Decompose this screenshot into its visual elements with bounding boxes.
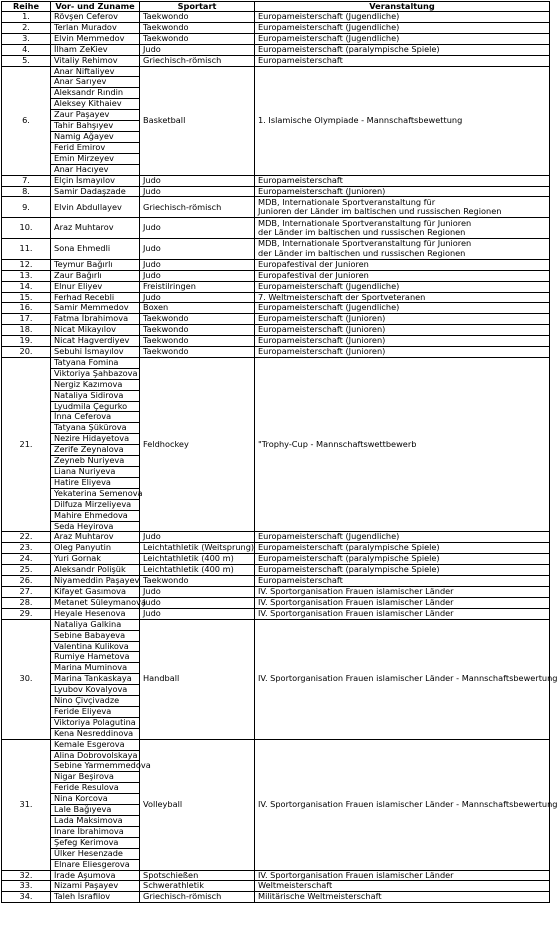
event-cell: [255, 608, 550, 619]
row-number: 2.: [2, 22, 51, 33]
event-line: IV. Sportorganisation Frauen islamischer Länder: [258, 869, 454, 880]
event-cell: [255, 303, 550, 314]
athlete-name: Namig Ağayev: [51, 131, 140, 142]
row-number: 18.: [2, 325, 51, 336]
table-row: [2, 55, 550, 66]
athlete-name: Aleksandr Polişük: [51, 565, 140, 576]
event-cell: [255, 239, 550, 260]
athlete-name: Aleksandr Rındin: [51, 88, 140, 99]
event-line: 7. Weltmeisterschaft der Sportveteranen: [258, 291, 426, 302]
header-veranstaltung: Veranstaltung: [255, 2, 550, 12]
row-number: 23.: [2, 543, 51, 554]
sport-cell: Leichtathletik (400 m): [140, 554, 255, 565]
athlete-name: Yuri Gornak: [51, 554, 140, 565]
athlete-name: Mahire Ehmedova: [51, 510, 140, 521]
sport-cell: Judo: [140, 186, 255, 197]
sport-cell: Taekwondo: [140, 347, 255, 358]
athlete-name: Hatire Eliyeva: [51, 477, 140, 488]
table-row: [2, 892, 550, 903]
athlete-name: Elnare Eliesgerova: [51, 859, 140, 870]
sport-cell: Griechisch-römisch: [140, 892, 255, 903]
event-line: Europameisterschaft (Junioren): [258, 335, 386, 346]
athlete-name: Zerife Zeynalova: [51, 445, 140, 456]
athlete-name: Kena Nesreddinova: [51, 728, 140, 739]
table-row: [2, 314, 550, 325]
row-number: 31.: [2, 739, 51, 870]
athlete-name: Nataliya Galkina: [51, 619, 140, 630]
athlete-name: Seda Heyirova: [51, 521, 140, 532]
athlete-name: Sebuhi İsmayılov: [51, 347, 140, 358]
event-cell: [255, 292, 550, 303]
row-number: 5.: [2, 55, 51, 66]
athlete-name: Tahir Bahşıyev: [51, 121, 140, 132]
event-line: Europameisterschaft (Jugendliche): [258, 302, 400, 313]
sport-cell: Basketball: [140, 66, 255, 175]
athlete-name: Anar Hacıyev: [51, 164, 140, 175]
athlete-name: Metanet Süleymanova: [51, 597, 140, 608]
event-line: Weltmeisterschaft: [258, 880, 333, 891]
athlete-name: Marina Muminova: [51, 663, 140, 674]
sport-cell: Feldhockey: [140, 357, 255, 532]
table-row: [2, 325, 550, 336]
event-cell: [255, 314, 550, 325]
table-row: [2, 239, 550, 260]
athlete-name: Lada Maksimova: [51, 816, 140, 827]
header-reihe: Reihe: [2, 2, 51, 12]
event-line: Europameisterschaft (paralympische Spiele): [258, 542, 440, 553]
athlete-name: Elvin Memmedov: [51, 33, 140, 44]
table-row: [2, 739, 550, 750]
event-line: MDB, Internationale Sportveranstaltung für Junioren: [258, 217, 472, 228]
sport-cell: Schwerathletik: [140, 881, 255, 892]
event-line: Europameisterschaft (Jugendliche): [258, 32, 400, 43]
table-body: [2, 11, 557, 903]
athlete-name: Oleg Panyutin: [51, 543, 140, 554]
row-number: 22.: [2, 532, 51, 543]
event-line: Europameisterschaft (Junioren): [258, 346, 386, 357]
athlete-name: Araz Muhtarov: [51, 218, 140, 239]
event-cell: [255, 586, 550, 597]
event-cell: [255, 270, 550, 281]
athlete-name: Nizami Paşayev: [51, 881, 140, 892]
sport-cell: Judo: [140, 292, 255, 303]
event-line: Europameisterschaft (Junioren): [258, 324, 386, 335]
athlete-name: Vitaliy Rehimov: [51, 55, 140, 66]
athlete-name: Aleksey Kithaiev: [51, 99, 140, 110]
table-row: [2, 565, 550, 576]
header-name: Vor- und Zuname: [51, 2, 140, 12]
athlete-name: Sebine Yarmemmedova: [51, 761, 140, 772]
athlete-name: Feride Eliyeva: [51, 706, 140, 717]
sport-cell: Judo: [140, 586, 255, 597]
sport-cell: Judo: [140, 532, 255, 543]
athlete-name: Kemale Esgerova: [51, 739, 140, 750]
event-cell: [255, 197, 550, 218]
athlete-name: Rumiye Hametova: [51, 652, 140, 663]
sport-cell: Spotschießen: [140, 870, 255, 881]
sport-cell: Griechisch-römisch: [140, 197, 255, 218]
row-number: 28.: [2, 597, 51, 608]
event-cell: [255, 336, 550, 347]
event-line: Europameisterschaft: [258, 54, 343, 65]
event-cell: [255, 619, 557, 739]
event-line: IV. Sportorganisation Frauen islamischer Länder: [258, 596, 454, 607]
event-cell: [255, 892, 550, 903]
athlete-table: [1, 1, 557, 903]
event-line: Europafestival der Junioren: [258, 269, 369, 280]
table-row: [2, 218, 550, 239]
athlete-name: Terlan Muradov: [51, 22, 140, 33]
event-line: Europameisterschaft (Jugendliche): [258, 531, 400, 542]
row-number: 8.: [2, 186, 51, 197]
event-cell: [255, 175, 550, 186]
athlete-name: İnare İbrahimova: [51, 826, 140, 837]
sport-cell: Taekwondo: [140, 12, 255, 23]
athlete-name: Feride Resulova: [51, 783, 140, 794]
row-number: 1.: [2, 12, 51, 23]
event-cell: [255, 218, 550, 239]
athlete-name: Fatma İbrahimova: [51, 314, 140, 325]
athlete-name: Lyubov Kovalyova: [51, 685, 140, 696]
table-row: [2, 543, 550, 554]
athlete-name: Yekaterina Semenova: [51, 488, 140, 499]
athlete-name: Nicat Hagverdiyev: [51, 336, 140, 347]
table-row: [2, 44, 550, 55]
event-line: Europameisterschaft (paralympische Spiele): [258, 553, 440, 564]
row-number: 15.: [2, 292, 51, 303]
athlete-name: Valentina Kulikova: [51, 641, 140, 652]
sport-cell: Judo: [140, 175, 255, 186]
row-number: 26.: [2, 576, 51, 587]
event-line: Europameisterschaft (Jugendliche): [258, 21, 400, 32]
table-row: [2, 197, 550, 218]
row-number: 16.: [2, 303, 51, 314]
event-cell: [255, 55, 550, 66]
athlete-name: Alina Dobrovolskaya: [51, 750, 140, 761]
sport-cell: Volleyball: [140, 739, 255, 870]
sport-cell: Judo: [140, 270, 255, 281]
header-sportart: Sportart: [140, 2, 255, 12]
sport-cell: Taekwondo: [140, 22, 255, 33]
sport-cell: Judo: [140, 597, 255, 608]
sport-cell: Griechisch-römisch: [140, 55, 255, 66]
event-line: Europameisterschaft: [258, 575, 343, 586]
athlete-name: Viktoriya Polagutina: [51, 717, 140, 728]
event-cell: [255, 576, 550, 587]
table-header-row: [2, 2, 550, 12]
event-cell: [255, 543, 550, 554]
sport-cell: Taekwondo: [140, 576, 255, 587]
row-number: 4.: [2, 44, 51, 55]
athlete-name: Niyameddin Paşayev: [51, 576, 140, 587]
event-line: MDB, Internationale Sportveranstaltung für: [258, 196, 436, 207]
event-cell: [255, 347, 550, 358]
table-row: [2, 270, 550, 281]
athlete-name: Elvin Abdullayev: [51, 197, 140, 218]
event-line: IV. Sportorganisation Frauen islamischer Länder - Mannschaftsbewertung: [258, 673, 557, 684]
athlete-name: Ferhad Recebli: [51, 292, 140, 303]
athlete-name: Emin Mirzeyev: [51, 153, 140, 164]
athlete-name: İnna Ceferova: [51, 412, 140, 423]
event-line: IV. Sportorganisation Frauen islamischer Länder: [258, 607, 454, 618]
event-line: Europameisterschaft (Jugendliche): [258, 280, 400, 291]
sport-cell: Judo: [140, 259, 255, 270]
event-cell: [255, 597, 550, 608]
event-line: Europameisterschaft (Jugendliche): [258, 11, 400, 21]
sport-cell: Handball: [140, 619, 255, 739]
table-row: [2, 22, 550, 33]
athlete-name: İlham ZeKiev: [51, 44, 140, 55]
event-cell: [255, 259, 550, 270]
event-cell: [255, 186, 550, 197]
row-number: 20.: [2, 347, 51, 358]
athlete-name: Liana Nuriyeva: [51, 467, 140, 478]
row-number: 9.: [2, 197, 51, 218]
table-row: [2, 532, 550, 543]
athlete-name: Rövşen Ceferov: [51, 12, 140, 23]
athlete-name: Ülker Hesenzade: [51, 848, 140, 859]
event-line: IV. Sportorganisation Frauen islamischer Länder - Mannschaftsbewertung: [258, 798, 557, 809]
event-cell: [255, 22, 550, 33]
row-number: 7.: [2, 175, 51, 186]
event-cell: [255, 554, 550, 565]
row-number: 25.: [2, 565, 51, 576]
athlete-name: Teymur Bağırlı: [51, 259, 140, 270]
event-cell: [255, 739, 557, 870]
athlete-name: Nergiz Kazımova: [51, 379, 140, 390]
row-number: 21.: [2, 357, 51, 532]
event-cell: [255, 281, 550, 292]
event-cell: [255, 532, 550, 543]
athlete-name: Elnur Eliyev: [51, 281, 140, 292]
table-row: [2, 576, 550, 587]
sport-cell: Judo: [140, 608, 255, 619]
athlete-name: Lale Bağıyeva: [51, 805, 140, 816]
row-number: 24.: [2, 554, 51, 565]
event-line: Europameisterschaft (Junioren): [258, 185, 386, 196]
event-line: "Trophy-Cup - Mannschaftswettbewerb: [258, 438, 417, 449]
table-row: [2, 554, 550, 565]
event-line: der Länder im baltischen und russischen Regionen: [258, 227, 466, 238]
event-line: Europafestival der Junioren: [258, 258, 369, 269]
athlete-name: Tatyana Şükürova: [51, 423, 140, 434]
event-line: Europameisterschaft (paralympische Spiele): [258, 564, 440, 575]
event-line: der Länder im baltischen und russischen Regionen: [258, 247, 466, 258]
row-number: 14.: [2, 281, 51, 292]
event-cell: [255, 870, 550, 881]
athlete-name: Zaur Paşayev: [51, 110, 140, 121]
athlete-name: Nicat Mikayılov: [51, 325, 140, 336]
athlete-name: Kifayet Gasımova: [51, 586, 140, 597]
sport-cell: Boxen: [140, 303, 255, 314]
table-row: [2, 292, 550, 303]
sport-cell: Leichtathletik (Weitsprung): [140, 543, 255, 554]
athlete-name: Nigar Beşirova: [51, 772, 140, 783]
row-number: 19.: [2, 336, 51, 347]
table-row: [2, 336, 550, 347]
table-row: [2, 608, 550, 619]
event-cell: [255, 12, 550, 23]
row-number: 27.: [2, 586, 51, 597]
athlete-name: Nina Korcova: [51, 794, 140, 805]
sport-cell: Taekwondo: [140, 33, 255, 44]
athlete-name: Nino Çivçivadze: [51, 696, 140, 707]
sport-cell: Taekwondo: [140, 325, 255, 336]
table-row: [2, 33, 550, 44]
event-line: Junioren der Länder im baltischen und russischen Regionen: [258, 206, 502, 217]
event-cell: [255, 33, 550, 44]
table-row: [2, 303, 550, 314]
athlete-name: Şefeg Kerimova: [51, 837, 140, 848]
row-number: 11.: [2, 239, 51, 260]
table-row: [2, 175, 550, 186]
event-cell: [255, 357, 550, 532]
athlete-name: Anar Sarıyev: [51, 77, 140, 88]
event-line: Europameisterschaft (Junioren): [258, 313, 386, 324]
athlete-name: Nezire Hidayetova: [51, 434, 140, 445]
event-line: Europameisterschaft: [258, 174, 343, 185]
sport-cell: Taekwondo: [140, 336, 255, 347]
athlete-name: Tatyana Fomina: [51, 357, 140, 368]
table-row: [2, 357, 550, 368]
athlete-name: Sebine Babayeva: [51, 630, 140, 641]
table-row: [2, 186, 550, 197]
sport-cell: Judo: [140, 218, 255, 239]
event-cell: [255, 881, 550, 892]
event-cell: [255, 66, 550, 175]
row-number: 3.: [2, 33, 51, 44]
table-row: [2, 619, 550, 630]
athlete-name: Dilfuza Mirzeliyeva: [51, 499, 140, 510]
sport-cell: Leichtathletik (400 m): [140, 565, 255, 576]
table-row: [2, 597, 550, 608]
event-line: Europameisterschaft (paralympische Spiele): [258, 43, 440, 54]
athlete-name: Lyudmila Çegurko: [51, 401, 140, 412]
athlete-name: Anar Niftaliyev: [51, 66, 140, 77]
athlete-name: Ferid Emirov: [51, 142, 140, 153]
event-line: 1. Islamische Olympiade - Mannschaftsbewettung: [258, 114, 463, 125]
athlete-name: Viktoriya Şahbazova: [51, 368, 140, 379]
event-cell: [255, 325, 550, 336]
table-row: [2, 881, 550, 892]
row-number: 17.: [2, 314, 51, 325]
athlete-name: Zaur Bağırlı: [51, 270, 140, 281]
row-number: 13.: [2, 270, 51, 281]
sport-cell: Judo: [140, 239, 255, 260]
athlete-name: Zeyneb Nuriyeva: [51, 456, 140, 467]
event-line: IV. Sportorganisation Frauen islamischer Länder: [258, 585, 454, 596]
athlete-name: Taleh İsrafilov: [51, 892, 140, 903]
athlete-name: Heyale Hesenova: [51, 608, 140, 619]
table-row: [2, 259, 550, 270]
table-row: [2, 66, 550, 77]
row-number: 34.: [2, 892, 51, 903]
row-number: 29.: [2, 608, 51, 619]
row-number: 33.: [2, 881, 51, 892]
athlete-name: Araz Muhtarov: [51, 532, 140, 543]
row-number: 30.: [2, 619, 51, 739]
row-number: 6.: [2, 66, 51, 175]
athlete-name: Elçin İsmayılov: [51, 175, 140, 186]
athlete-name: Marina Tankaskaya: [51, 674, 140, 685]
sport-cell: Judo: [140, 44, 255, 55]
table-row: [2, 12, 550, 23]
athlete-name: Sona Ehmedli: [51, 239, 140, 260]
sport-cell: Taekwondo: [140, 314, 255, 325]
row-number: 32.: [2, 870, 51, 881]
table-row: [2, 870, 550, 881]
sport-cell: Freistilringen: [140, 281, 255, 292]
athlete-name: Samir Dadaşzade: [51, 186, 140, 197]
event-line: Militärische Weltmeisterschaft: [258, 891, 382, 902]
row-number: 12.: [2, 259, 51, 270]
row-number: 10.: [2, 218, 51, 239]
table-row: [2, 347, 550, 358]
event-line: MDB, Internationale Sportveranstaltung für Junioren: [258, 238, 472, 249]
athlete-name: Nataliya Sidirova: [51, 390, 140, 401]
athlete-name: Samir Memmedov: [51, 303, 140, 314]
table-row: [2, 281, 550, 292]
table-row: [2, 586, 550, 597]
athlete-name: İrade Aşumova: [51, 870, 140, 881]
event-cell: [255, 44, 550, 55]
event-cell: [255, 565, 550, 576]
